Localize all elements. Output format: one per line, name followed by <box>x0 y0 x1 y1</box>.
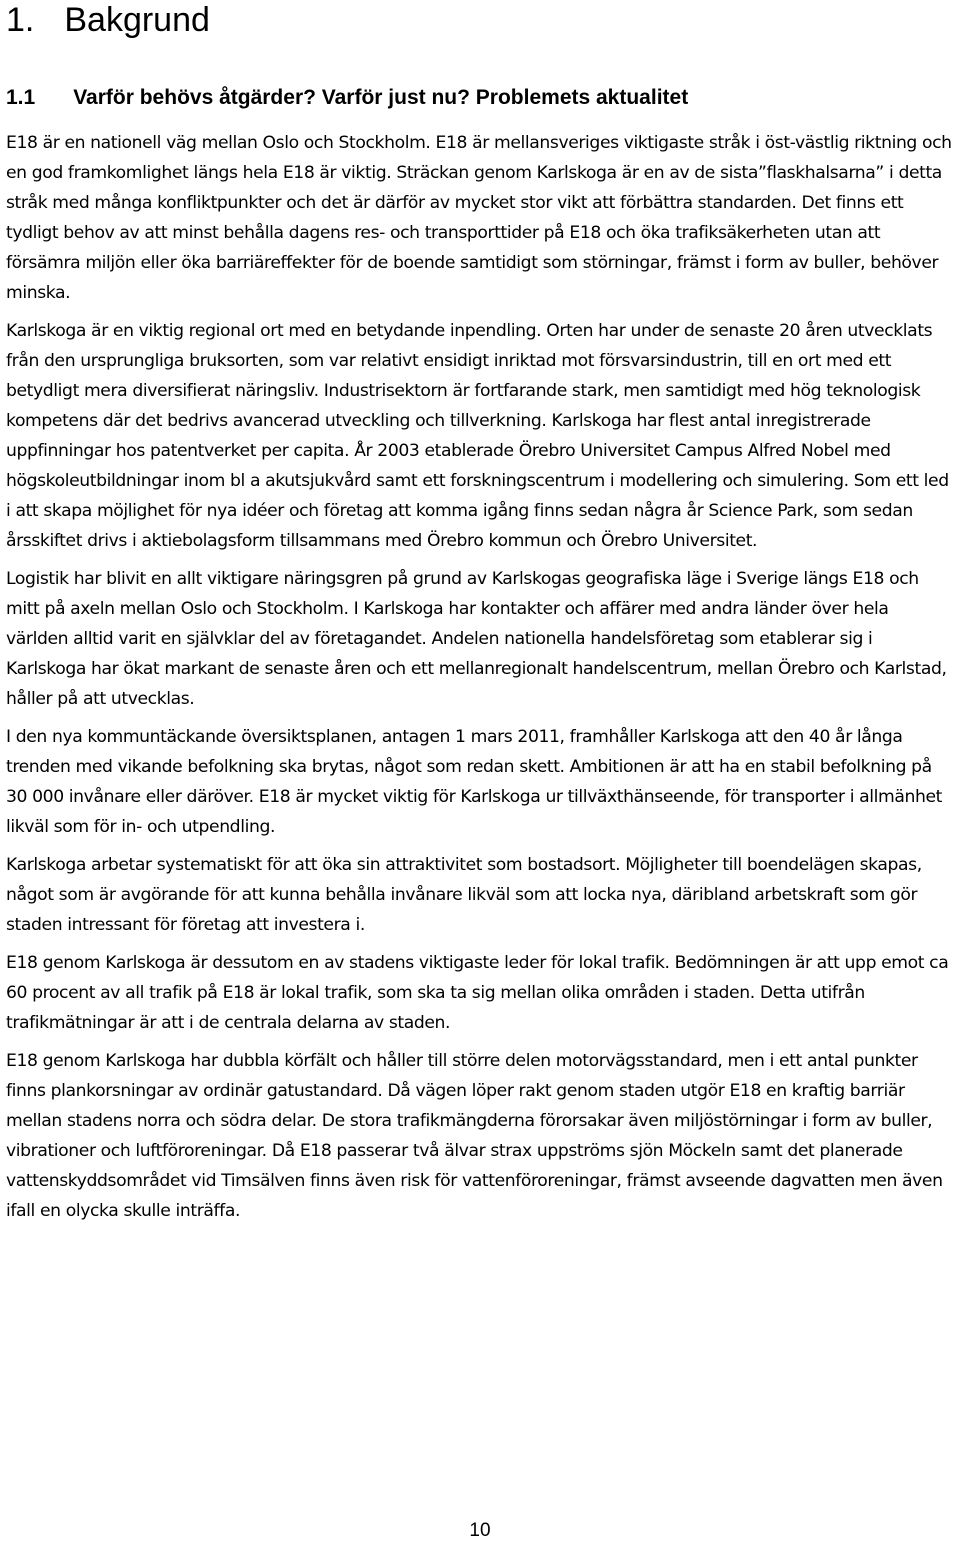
section-number: 1.1 <box>6 86 36 109</box>
section-title: Varför behövs åtgärder? Varför just nu? Problemets aktualitet <box>73 86 689 109</box>
document-page <box>6 0 954 1543</box>
paragraph-regional-town: Karlskoga är en viktig regional ort med en betydande inpendling. Orten har under de senaste 20 åren utvecklats från den ursprungliga bruksorten, som var relativt ensidigt inriktad mot försvarsindustrin, till en ort med ett betydligt mera diversifierat näringsliv. Industrisektorn är fortfarande stark, men samtidigt med hög teknologisk kompetens där det bedrivs avancerad utveckling och tillverkning. Karlskoga har flest antal inregistrerade uppfinningar hos patentverket per capita. År 2003 etablerade Örebro Universitet Campus Alfred Nobel med högskoleutbildningar inom bl a akutsjukvård samt ett forskningscentrum i modellering och simulering. Som ett led i att skapa möjlighet för nya idéer och företag att komma igång finns sedan några år Science Park, som sedan årsskiftet drivs i aktiebolagsform tillsammans med Örebro kommun och Örebro Universitet. <box>6 321 949 551</box>
chapter-heading <box>6 0 210 40</box>
chapter-number: 1. <box>6 1 35 39</box>
paragraph-local-traffic: E18 genom Karlskoga är dessutom en av stadens viktigaste leder för lokal trafik. Bedömningen är att upp emot ca 60 procent av all trafik på E18 är lokal trafik, som ska ta sig mellan olika områden i staden. Detta utifrån trafikmätningar är att i de centrala delarna av staden. <box>6 953 949 1033</box>
paragraph-attractiveness: Karlskoga arbetar systematiskt för att öka sin attraktivitet som bostadsort. Möjligheter till boendelägen skapas, något som är avgörande för att kunna behålla invånare likväl som att locka nya, däribland arbetskraft som gör staden intressant för företag att investera i. <box>6 855 922 935</box>
paragraph-comprehensive-plan: I den nya kommuntäckande översiktsplanen, antagen 1 mars 2011, framhåller Karlskoga att den 40 år långa trenden med vikande befolkning ska brytas, något som redan skett. Ambitionen är att ha en stabil befolkning på 30 000 invånare eller däröver. E18 är mycket viktig för Karlskoga ur tillväxthänseende, för transporter i allmänhet likväl som för in- och utpendling. <box>6 727 942 837</box>
section-heading <box>6 84 688 112</box>
paragraph-barrier-effects: E18 genom Karlskoga har dubbla körfält och håller till större delen motorvägsstandard, men i ett antal punkter finns plankorsningar av ordinär gatustandard. Då vägen löper rakt genom staden utgör E18 en kraftig barriär mellan stadens norra och södra delar. De stora trafikmängderna förorsakar även miljöstörningar i form av buller, vibrationer och luftföroreningar. Då E18 passerar två älvar strax uppströms sjön Möckeln samt det planerade vattenskyddsområdet vid Timsälven finns även risk för vattenföroreningar, främst avseende dagvatten men även ifall en olycka skulle inträffa. <box>6 1051 943 1221</box>
chapter-title: Bakgrund <box>64 1 210 39</box>
body-text <box>6 128 954 1234</box>
paragraph-e18-national-road: E18 är en nationell väg mellan Oslo och Stockholm. E18 är mellansveriges viktigaste stråk i öst-västlig riktning och en god framkomlighet längs hela E18 är viktig. Sträckan genom Karlskoga är en av de sista”flaskhalsarna” i detta stråk med många konfliktpunkter och det är därför av mycket stor vikt att förbättra standarden. Det finns ett tydligt behov av att minst behålla dagens res- och transporttider på E18 och öka trafiksäkerheten utan att försämra miljön eller öka barriäreffekter för de boende samtidigt som störningar, främst i form av buller, behöver minska. <box>6 133 952 303</box>
page-number: 10 <box>469 1520 491 1541</box>
paragraph-logistics: Logistik har blivit en allt viktigare näringsgren på grund av Karlskogas geografiska läge i Sverige längs E18 och mitt på axeln mellan Oslo och Stockholm. I Karlskoga har kontakter och affärer med andra länder över hela världen alltid varit en självklar del av företagandet. Andelen nationella handelsföretag som etablerar sig i Karlskoga har ökat markant de senaste åren och ett mellanregionalt handelscentrum, mellan Örebro och Karlstad, håller på att utvecklas. <box>6 569 947 709</box>
